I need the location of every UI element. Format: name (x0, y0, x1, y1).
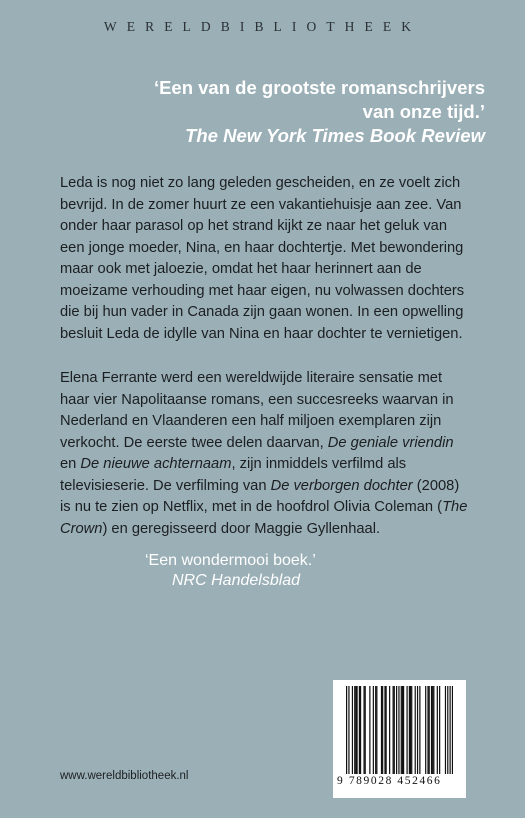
barcode-bar (419, 686, 420, 774)
barcode-bar (450, 686, 451, 774)
isbn-barcode (333, 680, 466, 798)
bottom-quote-text: ‘Een wondermooi boek.’ (145, 552, 316, 569)
top-quote-line2: van onze tijd.’ (362, 101, 485, 122)
barcode-bar (439, 686, 440, 774)
barcode-bar (348, 686, 349, 774)
barcode-bar (410, 686, 411, 774)
barcode-bar (403, 686, 404, 774)
barcode-bar (355, 686, 356, 774)
top-quote-line1: ‘Een van de grootste romanschrijvers (153, 77, 485, 98)
barcode-bar (375, 686, 376, 774)
author-text-1: Elena Ferrante werd een wereldwijde literaire sensatie met haar vier Napolitaanse romans, een succesreeks waarvan in Nederland en Vlaanderen een half miljoen exemplaren zijn verkocht. De eerste twee delen daarvan, (60, 370, 454, 451)
author-text-2: en (60, 456, 81, 472)
publisher-name: WERELDBIBLIOTHEEK (103, 19, 422, 34)
barcode-bar (431, 686, 432, 774)
author-paragraph (60, 368, 472, 540)
barcode-bar (386, 686, 387, 774)
barcode-bar (373, 686, 374, 774)
barcode-bar (365, 686, 366, 774)
barcode-bar (429, 686, 430, 774)
barcode-bar (352, 686, 353, 774)
barcode-bar (406, 686, 407, 774)
barcode-bar (417, 686, 418, 774)
barcode-bar (398, 686, 399, 774)
barcode-bar (382, 686, 383, 774)
barcode-bar (396, 686, 397, 774)
barcode-bar (394, 686, 395, 774)
barcode-bar (354, 686, 355, 774)
barcode-bars (346, 686, 453, 774)
barcode-bar (346, 686, 347, 774)
bottom-quote-source: NRC Handelsblad (172, 572, 301, 589)
barcode-bar (425, 686, 426, 774)
barcode-bar (415, 686, 416, 774)
barcode-bar (433, 686, 434, 774)
barcode-bar (402, 686, 403, 774)
bottom-quote (145, 551, 405, 591)
barcode-bar (411, 686, 412, 774)
barcode-bar (389, 686, 390, 774)
barcode-bar (369, 686, 370, 774)
barcode-bar (356, 686, 357, 774)
barcode-bar (359, 686, 360, 774)
barcode-bar (381, 686, 382, 774)
top-quote (40, 76, 485, 148)
barcode-bar (427, 686, 428, 774)
title-the-crown: The Crown (60, 499, 468, 537)
barcode-bar (360, 686, 361, 774)
barcode-bar (437, 686, 438, 774)
barcode-bar (363, 686, 364, 774)
barcode-bar (401, 686, 402, 774)
barcode-bar (447, 686, 448, 774)
author-text-5: ) en geregisseerd door Maggie Gyllenhaal. (102, 520, 381, 537)
barcode-bar (384, 686, 385, 774)
title-verborgen-dochter: De verborgen dochter (270, 477, 413, 494)
isbn-number: 9 789028 452466 (337, 775, 442, 787)
title-nieuwe-achternaam: De nieuwe achternaam (80, 456, 232, 472)
barcode-bar (376, 686, 377, 774)
barcode-bar (452, 686, 453, 774)
barcode-bar (409, 686, 410, 774)
website-url: www.wereldbibliotheek.nl (60, 770, 189, 782)
author-text-4: (2008) is nu te zien op Netflix, met in de hoofdrol Olivia Coleman ( (60, 477, 460, 515)
barcode-bar (432, 686, 433, 774)
author-text-3: , zijn inmiddels verfilmd als televisieserie. De verfilming van (60, 456, 407, 494)
top-quote-source: The New York Times Book Review (185, 125, 485, 146)
title-geniale-vriendin: De geniale vriendin (327, 434, 454, 451)
synopsis-paragraph: Leda is nog niet zo lang geleden gescheiden, en ze voelt zich bevrijd. In de zomer huurt ze een vakantiehuisje aan zee. Van onder haar parasol op het strand kijkt ze naar het geluk van een jonge moeder, Nina, en haar dochtertje. Met bewondering maar ook met jaloezie, omdat het haar herinnert aan de moeizame verhouding met haar eigen, nu volwassen dochters die bij hun vader in Canada zijn gaan wonen. In een opwelling besluit Leda de idylle van Nina en haar dochter te vernietigen. (60, 175, 465, 342)
barcode-bar (445, 686, 446, 774)
barcode-bar (393, 686, 394, 774)
